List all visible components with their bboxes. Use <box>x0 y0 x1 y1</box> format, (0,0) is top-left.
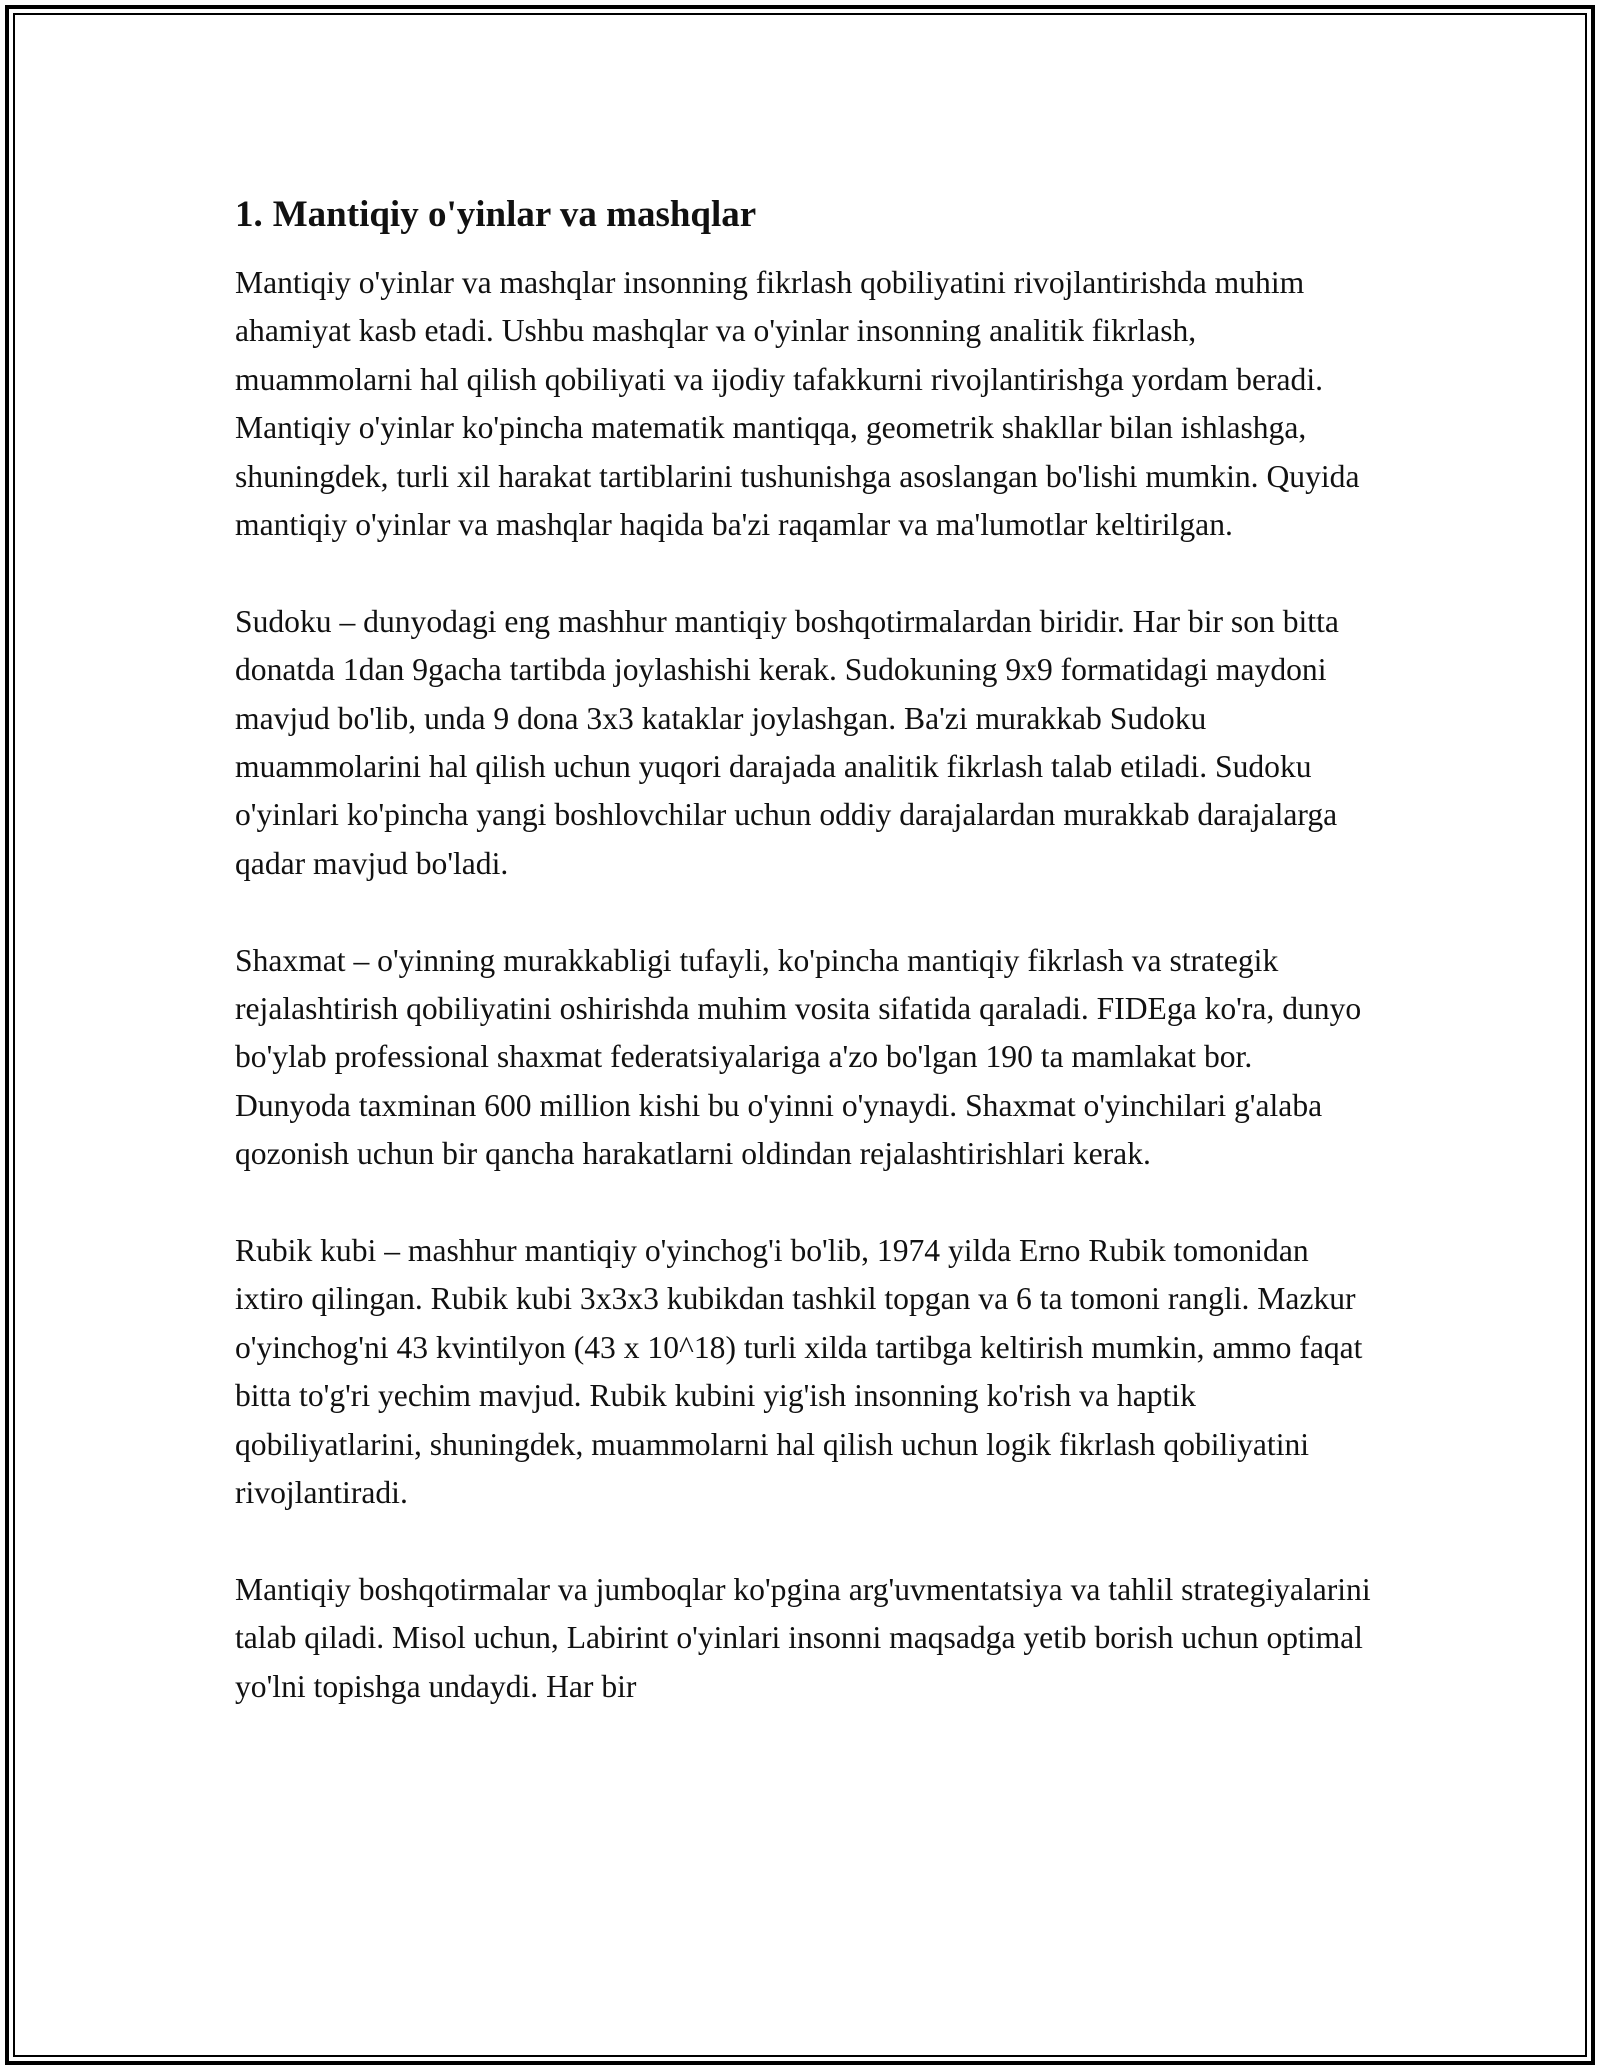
section-title: Mantiqiy o'yinlar va mashqlar <box>272 194 757 235</box>
section-heading <box>235 185 1375 245</box>
paragraph-puzzles: Mantiqiy boshqotirmalar va jumboqlar ko'pgina arg'uvmentatsiya va tahlil strategiyalarini talab qiladi. Misol uchun, Labirint o'yinlari insonni maqsadga yetib borish uchun optimal yo'lni topishga undaydi. Har bir <box>235 1571 1371 1704</box>
paragraph-sudoku: Sudoku – dunyodagi eng mashhur mantiqiy boshqotirmalardan biridir. Har bir son bitta donatda 1dan 9gacha tartibda joylashishi kerak. Sudokuning 9x9 formatidagi maydoni mavjud bo'lib, unda 9 dona 3x3 kataklar joylashgan. Ba'zi murakkab Sudoku muammolarini hal qilish uchun yuqori darajada analitik fikrlash talab etiladi. Sudoku o'yinlari ko'pincha yangi boshlovchilar uchun oddiy darajalardan murakkab darajalarga qadar mavjud bo'ladi. <box>235 603 1339 881</box>
paragraph-rubik: Rubik kubi – mashhur mantiqiy o'yinchog'i bo'lib, 1974 yilda Erno Rubik tomonidan ixtiro qilingan. Rubik kubi 3x3x3 kubikdan tashkil topgan va 6 ta tomoni rangli. Mazkur o'yinchog'ni 43 kvintilyon (43 x 10^18) turli xilda tartibga keltirish mumkin, ammo faqat bitta to'g'ri yechim mavjud. Rubik kubini yig'ish insonning ko'rish va haptik qobiliyatlarini, shuningdek, muammolarni hal qilish uchun logik fikrlash qobiliyatini rivojlantiradi. <box>235 1233 1363 1511</box>
section-number: 1. <box>235 194 263 235</box>
paragraph-chess: Shaxmat – o'yinning murakkabligi tufayli, ko'pincha mantiqiy fikrlash va strategik rejalashtirish qobiliyatini oshirishda muhim vosita sifatida qaraladi. FIDEga ko'ra, dunyo bo'ylab professional shaxmat federatsiyalariga a'zo bo'lgan 190 ta mamlakat bor. Dunyoda taxminan 600 million kishi bu o'yinni o'ynaydi. Shaxmat o'yinchilari g'alaba qozonish uchun bir qancha harakatlarni oldindan rejalashtirishlari kerak. <box>235 942 1362 1172</box>
paragraph-intro: Mantiqiy o'yinlar va mashqlar insonning fikrlash qobiliyatini rivojlantirishda muhim ahamiyat kasb etadi. Ushbu mashqlar va o'yinlar insonning analitik fikrlash, muammolarni hal qilish qobiliyati va ijodiy tafakkurni rivojlantirishga yordam beradi. Mantiqiy o'yinlar ko'pincha matematik mantiqqa, geometrik shakllar bilan ishlashga, shuningdek, turli xil harakat tartiblarini tushunishga asoslangan bo'lishi mumkin. Quyida mantiqiy o'yinlar va mashqlar haqida ba'zi raqamlar va ma'lumotlar keltirilgan. <box>235 265 1360 543</box>
document-body <box>235 185 1375 1711</box>
